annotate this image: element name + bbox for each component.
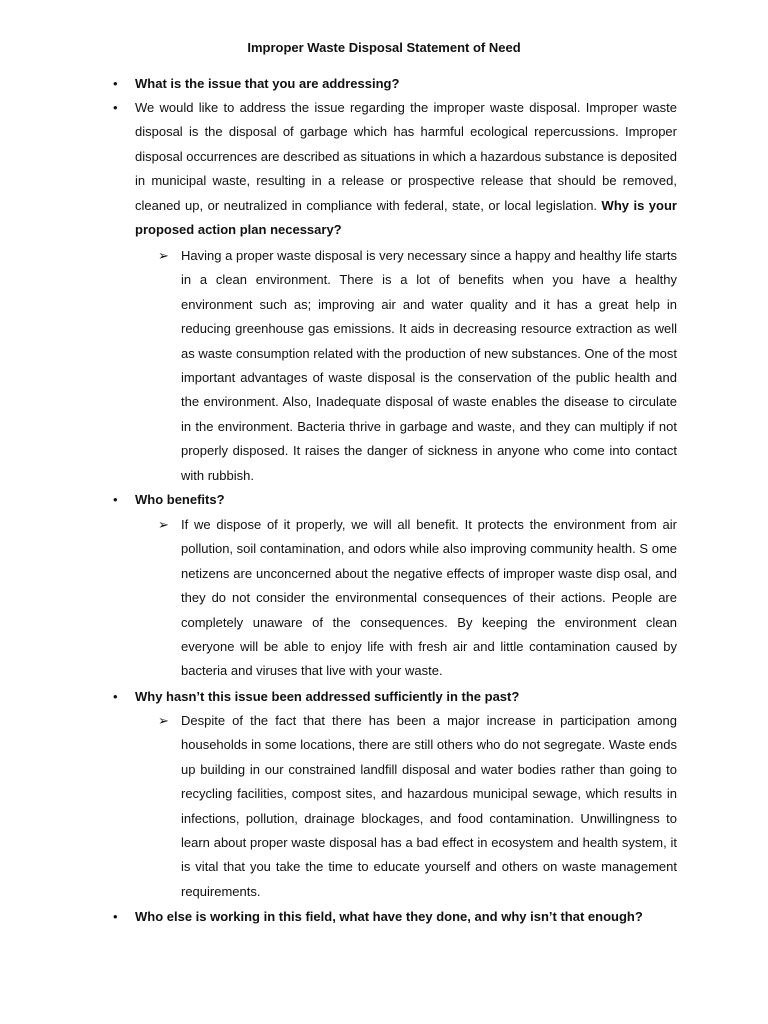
question-others: Who else is working in this field, what have they done, and why isn’t that enough? [135,909,643,924]
question-past: Why hasn’t this issue been addressed sufficiently in the past? [135,689,520,704]
paragraph-issue-text: We would like to address the issue regarding the improper waste disposal. Improper waste disposal is the disposal of garbage which has harmful ecological repercussions. Improper disposal occurrences are described as situations in which a hazardous substance is deposited in municipal waste, resulting in a release or prospective release that should be removed, cleaned up, or neutralized in compliance with federal, state, or local legislation. [135,100,677,213]
bullet-icon: • [113,100,118,115]
bullet-icon: • [113,689,118,704]
bullet-icon: • [113,492,118,507]
arrow-bullet-icon: ➢ [158,713,169,728]
page-title: Improper Waste Disposal Statement of Need [247,40,521,55]
answer-benefits: If we dispose of it properly, we will all benefit. It protects the environment from air pollution, soil contamination, and odors while also improving community health. S ome netizens are unconcerned about the negative effects of improper waste disp osal, and they do not consider the environmental consequences of their actions. People are completely unaware of the consequences. By keeping the environment clean everyone will be able to enjoy life with fresh air and little contamination caused by bacteria and viruses that live with your waste. [181,517,677,679]
question-benefits: Who benefits? [135,492,225,507]
question-necessary: Why is your proposed action plan necessary? [135,197,677,238]
arrow-bullet-icon: ➢ [158,248,169,263]
bullet-icon: • [113,76,118,91]
arrow-bullet-icon: ➢ [158,517,169,532]
answer-past: Despite of the fact that there has been a major increase in participation among households in some locations, there are still others who do not segregate. Waste ends up building in our constrained landfill disposal and water bodies rather than going to recycling facilities, compost sites, and hazardous municipal sewage, which results in infections, pollution, drainage blockages, and food contamination. Unwillingness to learn about proper waste disposal has a bad effect in ecosystem and health system, it is vital that you take the time to educate yourself and others on waste management requirements. [181,713,677,899]
bullet-icon: • [113,909,118,924]
answer-necessary: Having a proper waste disposal is very necessary since a happy and healthy life starts in a clean environment. There is a lot of benefits when you have a healthy environment such as; improving air and water quality and it has a great help in reducing greenhouse gas emissions. It aids in decreasing resource extraction as well as waste consumption related with the production of new substances. One of the most important advantages of waste disposal is the conservation of the public health and the environment. Also, Inadequate disposal of waste enables the disease to circulate in the environment. Bacteria thrive in garbage and waste, and they can multiply if not properly disposed. It raises the danger of sickness in anyone who come into contact with rubbish. [181,248,677,483]
question-issue: What is the issue that you are addressing? [135,76,400,91]
paragraph-issue [135,96,677,242]
